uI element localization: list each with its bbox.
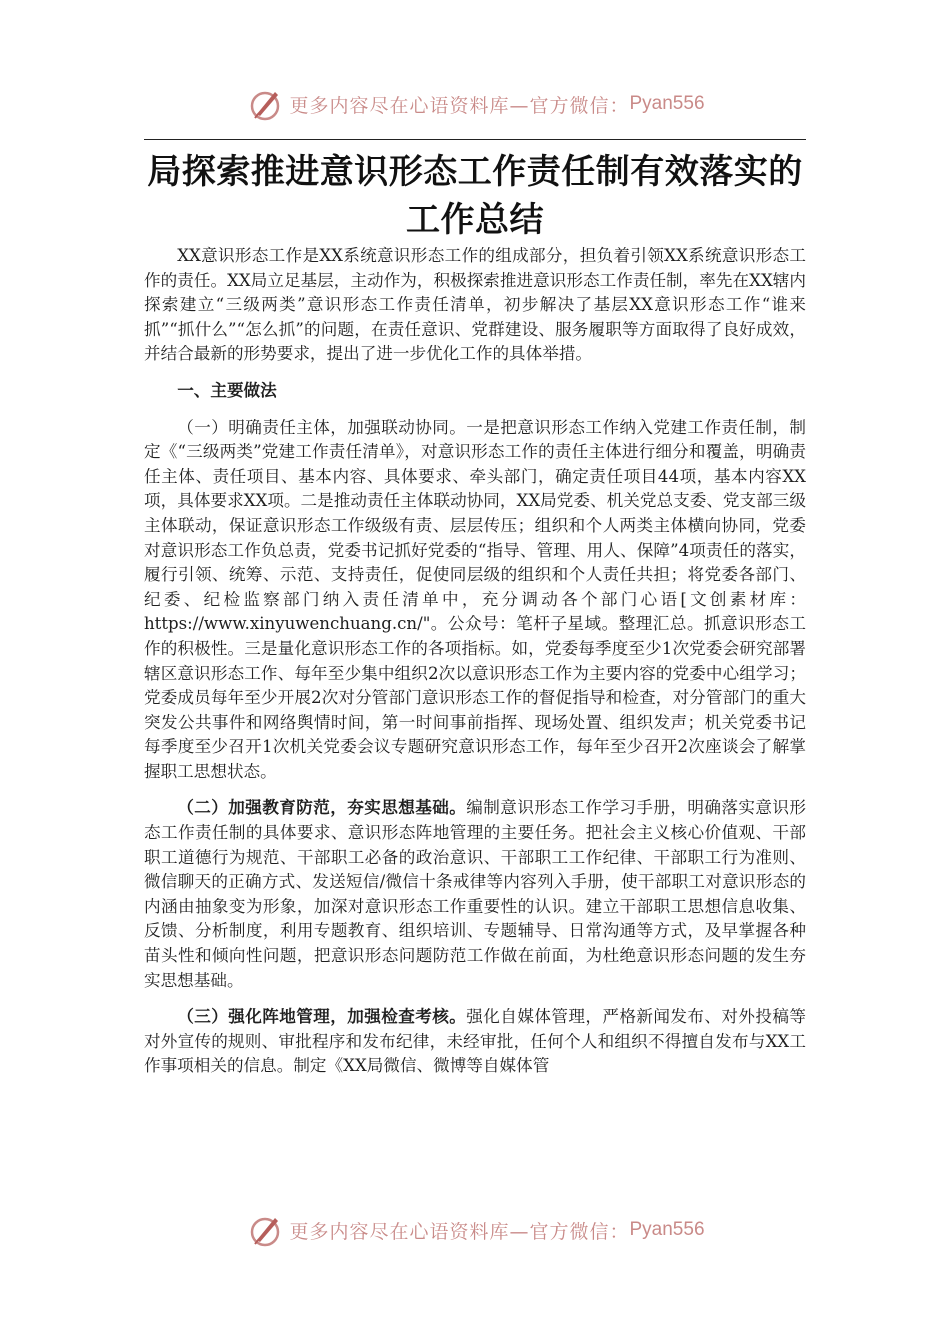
header-rule bbox=[144, 139, 806, 140]
paragraph-2 bbox=[144, 796, 806, 993]
banner-wechat-id: Pyan556 bbox=[629, 93, 705, 114]
paragraph-2-body: 编制意识形态工作学习手册，明确落实意识形态工作责任制的具体要求、意识形态阵地管理的主要任务。把社会主义核心价值观、干部职工道德行为规范、干部职工必备的政治意识、干部职工工作纪律、干部职工行为准则、微信聊天的正确方式、发送短信/微信十条戒律等内容列入手册，使干部职工对意识形态的内涵由抽象变为形象，加深对意识形态工作重要性的认识。建立干部职工思想信息收集、反馈、分析制度，利用专题教育、组织培训、专题辅导、日常沟通等方式，及早掌握各种苗头性和倾向性问题，把意识形态问题防范工作做在前面，为杜绝意识形态问题的发生夯实思想基础。 bbox=[144, 798, 807, 990]
banner-wechat-id: Pyan556 bbox=[629, 1219, 705, 1240]
quill-pen-logo-icon bbox=[245, 84, 285, 124]
document-title: 局探索推进意识形态工作责任制有效落实的工作总结 bbox=[147, 152, 803, 240]
quill-pen-logo-icon bbox=[245, 1210, 285, 1250]
header-banner bbox=[0, 82, 950, 126]
document-body bbox=[144, 148, 806, 1079]
footer-banner bbox=[0, 1208, 950, 1252]
paragraph-3 bbox=[144, 1005, 806, 1079]
paragraph-3-lead: （三）强化阵地管理，加强检查考核。 bbox=[177, 1007, 467, 1027]
banner-text: 更多内容尽在心语资料库—官方微信： bbox=[289, 94, 630, 117]
section-heading: 一、主要做法 bbox=[177, 380, 277, 400]
banner-text: 更多内容尽在心语资料库—官方微信： bbox=[289, 1220, 630, 1243]
paragraph-2-lead: （二）加强教育防范，夯实思想基础。 bbox=[177, 798, 467, 818]
paragraph-3-body: 强化自媒体管理，严格新闻发布、对外投稿等对外宣传的规则、审批程序和发布纪律，未经审批，任何个人和组织不得擅自发布与XX工作事项相关的信息。制定《XX局微信、微博等自媒体管 bbox=[144, 1007, 807, 1076]
intro-paragraph: XX意识形态工作是XX系统意识形态工作的组成部分，担负着引领XX系统意识形态工作的责任。XX局立足基层，主动作为，积极探索推进意识形态工作责任制，率先在XX辖内探索建立“三级两类”意识形态工作责任清单，初步解决了基层XX意识形态工作“谁来抓”“抓什么”“怎么抓”的问题，在责任意识、党群建设、服务履职等方面取得了良好成效，并结合最新的形势要求，提出了进一步优化工作的具体举措。 bbox=[144, 246, 806, 364]
paragraph-1: （一）明确责任主体，加强联动协同。一是把意识形态工作纳入党建工作责任制，制定《“三级两类”党建工作责任清单》，对意识形态工作的责任主体进行细分和覆盖，明确责任主体、责任项目、基本内容、具体要求、牵头部门，确定责任项目44项，基本内容XX项，具体要求XX项。二是推动责任主体联动协同，XX局党委、机关党总支委、党支部三级主体联动，保证意识形态工作级级有责、层层传压；组织和个人两类主体横向协同，党委对意识形态工作负总责，党委书记抓好党委的“指导、管理、用人、保障”4项责任的落实，履行引领、统筹、示范、支持责任，促使同层级的组织和个人责任共担；将党委各部门、纪委、纪检监察部门纳入责任清单中，充分调动各个部门心语[文创素材库：https://www.xinyuwenchuang.cn/"。公众号：笔杆子星域。整理汇总。抓意识形态工作的积极性。三是量化意识形态工作的各项指标。如，党委每季度至少1次党委会研究部署辖区意识形态工作、每年至少集中组织2次以意识形态工作为主要内容的党委中心组学习；党委成员每年至少开展2次对分管部门意识形态工作的督促指导和检查，对分管部门的重大突发公共事件和网络舆情时间，第一时间事前指挥、现场处置、组织发声；机关党委书记每季度至少召开1次机关党委会议专题研究意识形态工作，每年至少召开2次座谈会了解掌握职工思想状态。 bbox=[144, 417, 806, 781]
